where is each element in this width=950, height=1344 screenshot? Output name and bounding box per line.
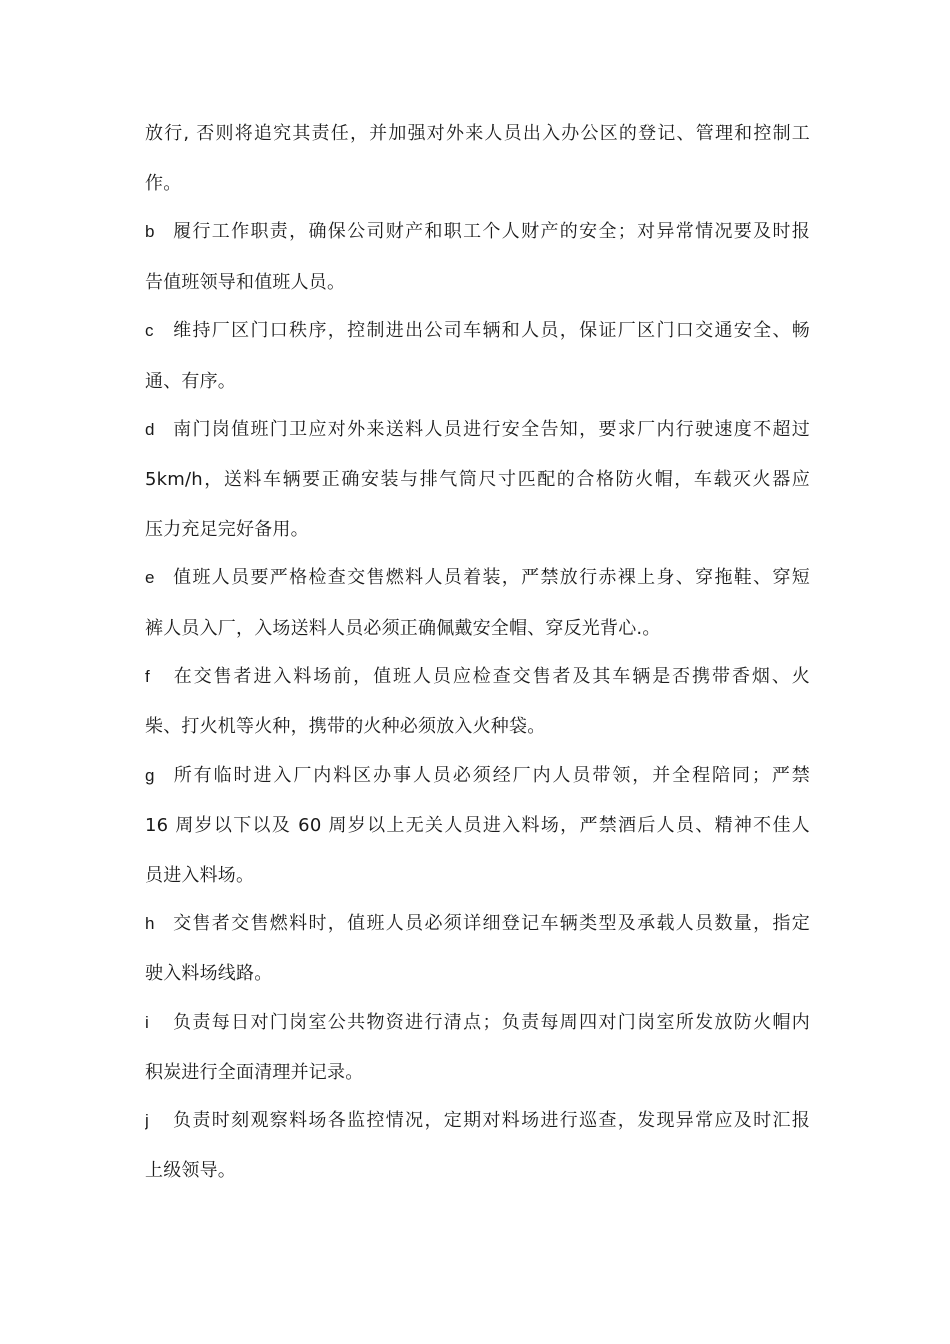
paragraph-a-line-2 <box>145 169 810 199</box>
paragraph-e-line-1 <box>145 563 810 593</box>
item-marker: c <box>145 321 154 340</box>
paragraph-c-line-2 <box>145 367 810 397</box>
text-line: 维持厂区门口秩序，控制进出公司车辆和人员，保证厂区门口交通安全、畅 <box>172 320 810 341</box>
text-line: 压力充足完好备用。 <box>145 519 309 540</box>
text-line: 履行工作职责，确保公司财产和职工个人财产的安全；对异常情况要及时报 <box>172 221 810 242</box>
paragraph-d-line-2 <box>145 465 810 495</box>
item-marker: g <box>145 766 155 785</box>
paragraph-h-line-2 <box>145 959 810 989</box>
item-marker: i <box>145 1013 149 1032</box>
paragraph-b-line-2 <box>145 268 810 298</box>
paragraph-g-line-3 <box>145 861 810 891</box>
text-line: 员进入料场。 <box>145 865 255 886</box>
text-line: 裤人员入厂，入场送料人员必须正确佩戴安全帽、穿反光背心.。 <box>145 618 661 639</box>
item-marker: j <box>145 1111 149 1130</box>
paragraph-g-line-2 <box>145 811 810 841</box>
paragraph-i-line-2 <box>145 1058 810 1088</box>
text-line: 交售者交售燃料时，值班人员必须详细登记车辆类型及承载人员数量，指定 <box>172 913 810 934</box>
item-marker: e <box>145 568 155 587</box>
text-line: 放行, 否则将追究其责任，并加强对外来人员出入办公区的登记、管理和控制工 <box>145 123 810 144</box>
text-line: 5km/h，送料车辆要正确安装与排气筒尺寸匹配的合格防火帽，车载灭火器应 <box>145 469 810 490</box>
text-line: 所有临时进入厂内料区办事人员必须经厂内人员带领，并全程陪同；严禁 <box>172 765 810 786</box>
paragraph-d-line-3 <box>145 515 810 545</box>
text-line: 上级领导。 <box>145 1160 236 1181</box>
text-line: 作。 <box>145 173 182 194</box>
text-line: 负责时刻观察料场各监控情况，定期对料场进行巡查，发现异常应及时汇报 <box>172 1110 810 1131</box>
text-line: 柴、打火机等火种，携带的火种必须放入火种袋。 <box>145 716 546 737</box>
text-line: 驶入料场线路。 <box>145 963 273 984</box>
text-line: 值班人员要严格检查交售燃料人员着装，严禁放行赤裸上身、穿拖鞋、穿短 <box>172 567 810 588</box>
paragraph-f-line-1 <box>145 662 810 692</box>
paragraph-g-line-1 <box>145 761 810 791</box>
paragraph-j-line-1 <box>145 1106 810 1136</box>
paragraph-b-line-1 <box>145 217 810 247</box>
paragraph-i-line-1 <box>145 1008 810 1038</box>
item-marker: f <box>145 667 150 686</box>
item-marker: h <box>145 914 155 933</box>
paragraph-a-line-1 <box>145 119 810 149</box>
paragraph-c-line-1 <box>145 316 810 346</box>
paragraph-f-line-2 <box>145 712 810 742</box>
item-marker: d <box>145 420 155 439</box>
text-line: 积炭进行全面清理并记录。 <box>145 1062 364 1083</box>
text-line: 通、有序。 <box>145 371 236 392</box>
text-line: 16 周岁以下以及 60 周岁以上无关人员进入料场，严禁酒后人员、精神不佳人 <box>145 815 810 836</box>
text-line: 告值班领导和值班人员。 <box>145 272 346 293</box>
paragraph-d-line-1 <box>145 415 810 445</box>
paragraph-j-line-2 <box>145 1156 810 1186</box>
paragraph-e-line-2 <box>145 614 810 644</box>
text-line: 南门岗值班门卫应对外来送料人员进行安全告知，要求厂内行驶速度不超过 <box>172 419 810 440</box>
text-line: 负责每日对门岗室公共物资进行清点；负责每周四对门岗室所发放防火帽内 <box>172 1012 810 1033</box>
item-marker: b <box>145 222 155 241</box>
paragraph-h-line-1 <box>145 909 810 939</box>
text-line: 在交售者进入料场前，值班人员应检查交售者及其车辆是否携带香烟、火 <box>172 666 810 687</box>
